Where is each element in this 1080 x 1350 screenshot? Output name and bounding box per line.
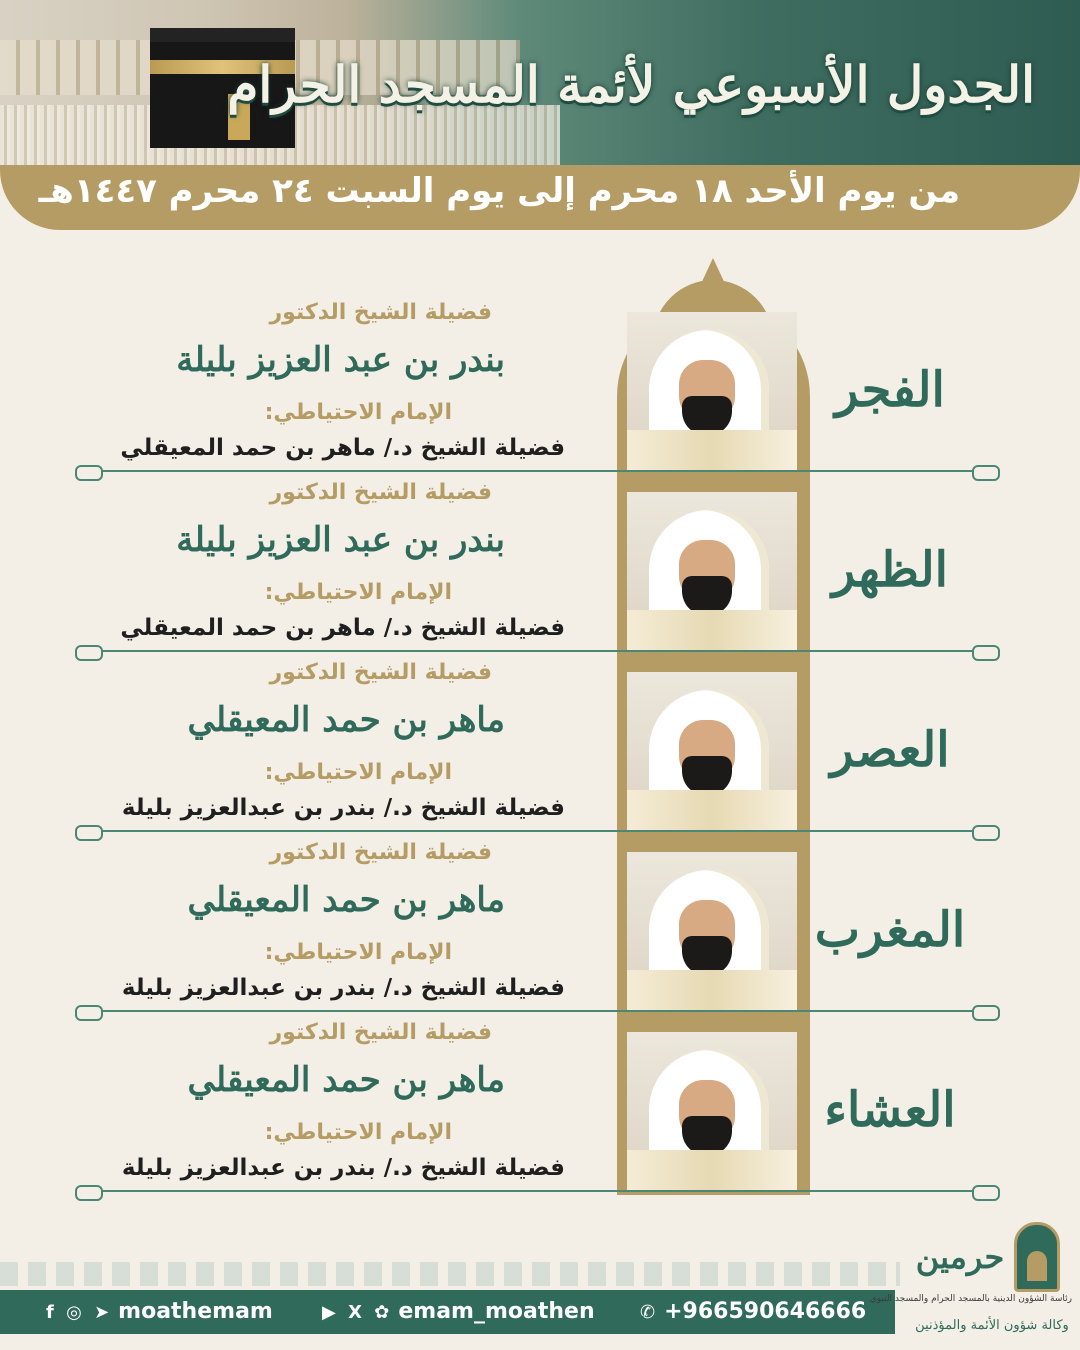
honorific: فضيلة الشيخ الدكتور — [269, 840, 492, 865]
prayer-row — [0, 840, 1080, 1020]
row-divider — [75, 1190, 1000, 1192]
handle-text: emam_moathen — [398, 1299, 595, 1324]
imam-photo — [627, 492, 797, 650]
backup-imam-name: فضيلة الشيخ د./ بندر بن عبدالعزيز بليلة — [121, 975, 565, 1001]
prayer-row — [0, 480, 1080, 660]
whatsapp-icon: ✆ — [640, 1302, 659, 1323]
org-name: رئاسة الشؤون الدينية بالمسجد الحرام والمسجد النبوي — [869, 1294, 1072, 1304]
row-divider — [75, 1010, 1000, 1012]
youtube-x-snapchat-icon: ▶ X ✿ — [322, 1302, 393, 1323]
imam-name: ماهر بن حمد المعيقلي — [187, 1060, 505, 1100]
phone-text: +966590646666 — [664, 1299, 867, 1324]
date-range: من يوم الأحد ١٨ محرم إلى يوم السبت ٢٤ محرم ١٤٤٧هـ — [38, 171, 960, 211]
backup-imam-label: الإمام الاحتياطي: — [264, 400, 452, 425]
imam-name: بندر بن عبد العزيز بليلة — [176, 340, 505, 380]
imam-photo — [627, 852, 797, 1010]
backup-imam-name: فضيلة الشيخ د./ ماهر بن حمد المعيقلي — [120, 615, 565, 641]
page-title: الجدول الأسبوعي لأئمة المسجد الحرام — [227, 55, 1035, 114]
honorific: فضيلة الشيخ الدكتور — [269, 480, 492, 505]
imam-name: ماهر بن حمد المعيقلي — [187, 700, 505, 740]
prayer-row — [0, 1020, 1080, 1200]
row-divider — [75, 470, 1000, 472]
imam-photo — [627, 672, 797, 830]
organization-logo — [869, 1220, 1072, 1345]
agency-name: وكالة شؤون الأئمة والمؤذنين — [915, 1318, 1069, 1333]
imam-name: بندر بن عبد العزيز بليلة — [176, 520, 505, 560]
backup-imam-label: الإمام الاحتياطي: — [264, 760, 452, 785]
backup-imam-label: الإمام الاحتياطي: — [264, 580, 452, 605]
phone-contact[interactable] — [640, 1290, 866, 1334]
honorific: فضيلة الشيخ الدكتور — [269, 1020, 492, 1045]
prayer-name: العصر — [830, 722, 950, 778]
honorific: فضيلة الشيخ الدكتور — [269, 660, 492, 685]
backup-imam-label: الإمام الاحتياطي: — [264, 940, 452, 965]
backup-imam-name: فضيلة الشيخ د./ ماهر بن حمد المعيقلي — [120, 435, 565, 461]
row-divider — [75, 830, 1000, 832]
social-handle-1[interactable] — [46, 1290, 273, 1334]
honorific: فضيلة الشيخ الدكتور — [269, 300, 492, 325]
social-handle-2[interactable] — [322, 1290, 595, 1334]
imam-photo — [627, 1032, 797, 1190]
prayer-name: الظهر — [832, 542, 948, 598]
prayer-name: العشاء — [824, 1082, 956, 1138]
prayer-row — [0, 300, 1080, 480]
imam-name: ماهر بن حمد المعيقلي — [187, 880, 505, 920]
row-divider — [75, 650, 1000, 652]
logo-mark: حرمين — [915, 1238, 1005, 1276]
prayer-row — [0, 660, 1080, 840]
date-range-bar — [0, 165, 1080, 230]
handle-text: moathemam — [118, 1299, 273, 1324]
mosque-emblem-icon — [1014, 1222, 1060, 1292]
backup-imam-name: فضيلة الشيخ د./ بندر بن عبدالعزيز بليلة — [121, 1155, 565, 1181]
backup-imam-label: الإمام الاحتياطي: — [264, 1120, 452, 1145]
facebook-instagram-telegram-icon: f ◎ ➤ — [46, 1302, 113, 1323]
prayer-name: الفجر — [835, 362, 945, 418]
imam-photo — [627, 312, 797, 470]
backup-imam-name: فضيلة الشيخ د./ بندر بن عبدالعزيز بليلة — [121, 795, 565, 821]
prayer-name: المغرب — [814, 902, 966, 958]
footer-bar — [0, 1290, 895, 1334]
footer-ornament — [0, 1262, 900, 1286]
